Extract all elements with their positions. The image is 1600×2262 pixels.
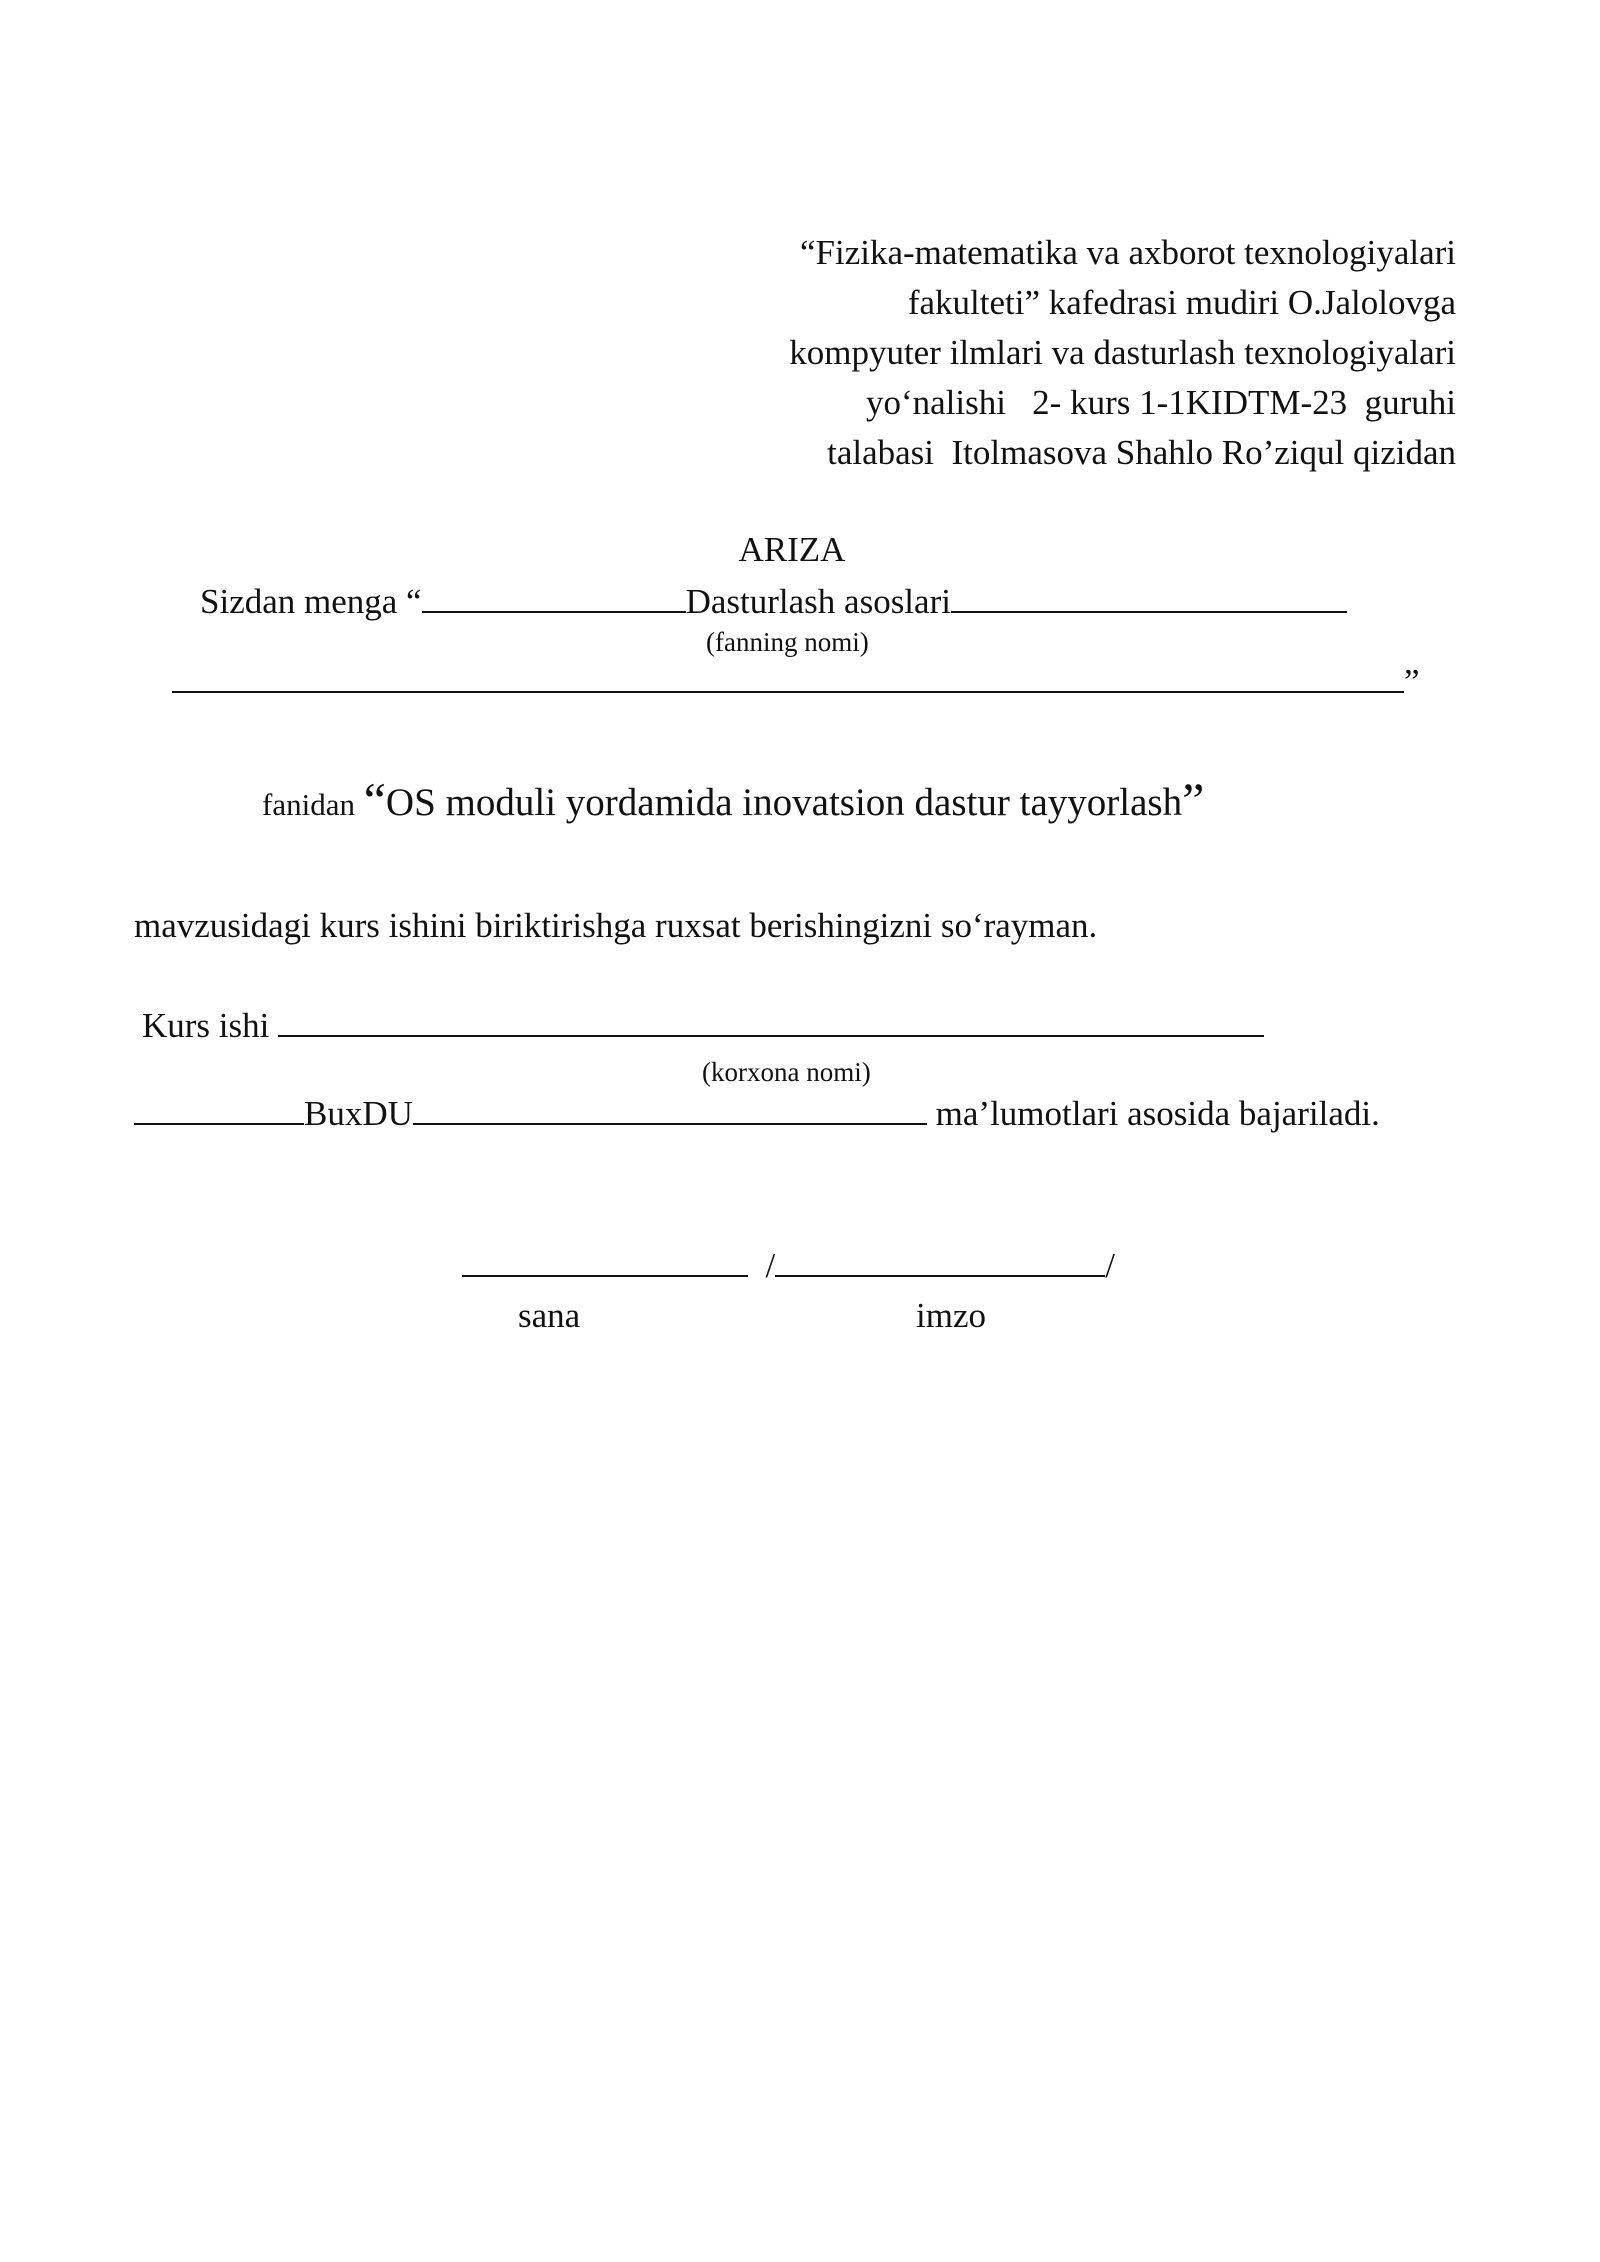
organization-blank-left — [134, 1093, 304, 1125]
organization-blank-right — [413, 1093, 927, 1125]
organization-suffix: ma’lumotlari asosida bajariladi. — [935, 1094, 1380, 1133]
signature-separator-close: / — [1105, 1246, 1115, 1285]
addressee-block — [789, 228, 1456, 478]
topic-prefix: fanidan — [262, 787, 355, 822]
subject-caption: (fanning nomi) — [706, 627, 869, 657]
subject-blank-left — [422, 581, 686, 613]
request-line — [200, 580, 1347, 624]
date-blank — [462, 1245, 748, 1277]
addressee-line-2: fakulteti” kafedrasi mudiri O.Jalolovga — [907, 283, 1456, 322]
addressee-line-3: kompyuter ilmlari va dasturlash texnologiyalari — [789, 333, 1456, 372]
closing-quote: ” — [1404, 662, 1420, 701]
signature-line — [462, 1244, 1115, 1288]
course-work-label: Kurs ishi — [142, 1006, 270, 1045]
topic-line — [262, 770, 1204, 835]
organization-caption: (korxona nomi) — [702, 1057, 871, 1087]
signature-blank — [775, 1245, 1105, 1277]
continuation-blank — [172, 661, 1404, 693]
subject-name: Dasturlash asoslari — [685, 582, 951, 621]
request-intro: Sizdan menga “ — [200, 582, 422, 621]
addressee-line-4: yo‘nalishi 2- kurs 1-1KIDTM-23 guruhi — [865, 383, 1456, 422]
addressee-line-5: talabasi Itolmasova Shahlo Ro’ziqul qizidan — [827, 433, 1456, 472]
date-label: sana — [518, 1296, 581, 1335]
addressee-line-1: “Fizika-matematika va axborot texnologiyalari — [799, 233, 1456, 272]
request-continuation-line — [172, 660, 1420, 704]
document-title: ARIZA — [738, 530, 846, 569]
course-work-blank — [278, 1005, 1264, 1037]
topic-text: OS moduli yordamida inovatsion dastur tayyorlash — [385, 781, 1183, 824]
organization-line — [134, 1092, 1380, 1136]
permission-text: mavzusidagi kurs ishini biriktirishga ruxsat berishingizni so‘rayman. — [134, 906, 1098, 945]
signature-separator-open: / — [765, 1246, 776, 1285]
subject-blank-right — [951, 581, 1347, 613]
course-work-line — [142, 1004, 1264, 1048]
signature-label: imzo — [916, 1296, 986, 1335]
topic-close-quote: ” — [1182, 772, 1205, 828]
topic-open-quote: “ — [363, 772, 386, 828]
organization-name: BuxDU — [304, 1094, 413, 1133]
